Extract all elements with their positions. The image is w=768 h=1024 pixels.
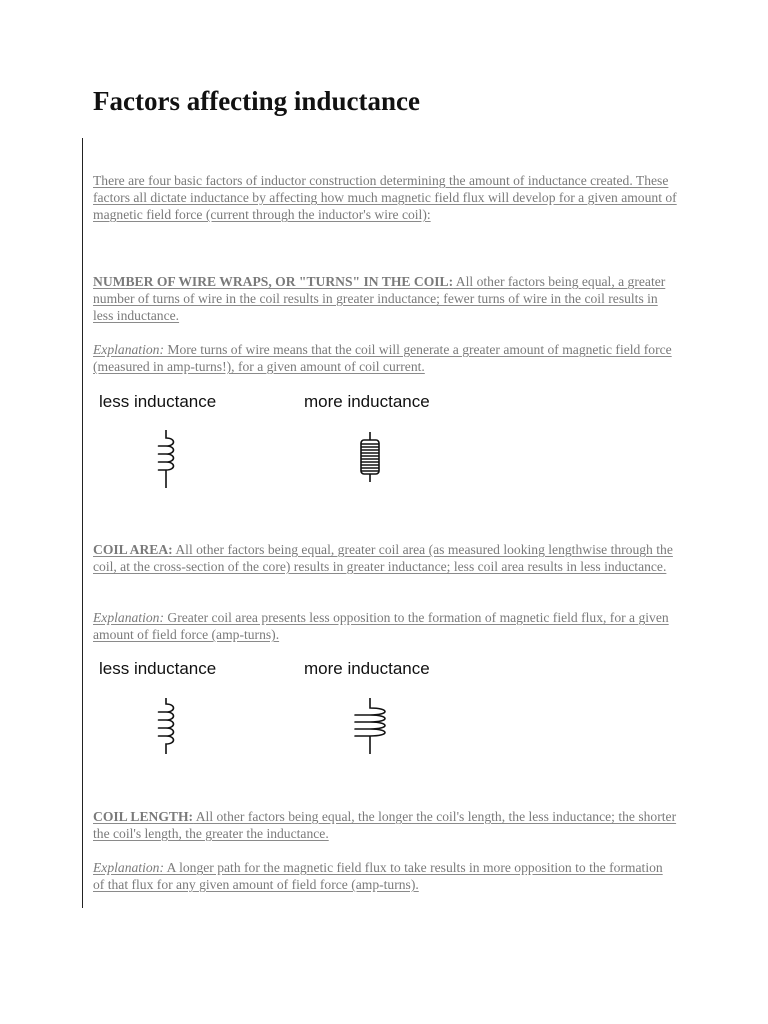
length-paragraph xyxy=(93,808,677,842)
wide-coil-icon xyxy=(348,698,392,754)
length-explanation-text: A longer path for the magnetic field flux to take results in more opposition to the formation of that flux for any given amount of field force (amp-turns). xyxy=(93,860,663,892)
area-explanation-label: Explanation: xyxy=(93,610,164,625)
turns-less-label: less inductance xyxy=(99,392,217,411)
intro-paragraph: There are four basic factors of inductor construction determining the amount of inductance created. These factors all dictate inductance by affecting how much magnetic field flux will develop for a given amount of magnetic field force (current through the inductor's wire coil): xyxy=(93,173,677,222)
turns-explanation-text: More turns of wire means that the coil will generate a greater amount of magnetic field force (measured in amp-turns!), for a given amount of coil current. xyxy=(93,342,672,374)
sparse-coil-icon xyxy=(154,430,178,488)
area-less-label: less inductance xyxy=(99,659,217,678)
area-body: All other factors being equal, greater coil area (as measured looking lengthwise through the coil, at the cross-section of the core) results in greater inductance; less coil area results in less inductance. xyxy=(93,542,673,574)
dense-coil-icon xyxy=(357,432,383,482)
turns-explanation xyxy=(93,341,677,375)
turns-explanation-label: Explanation: xyxy=(93,342,164,357)
margin-rule xyxy=(82,138,83,908)
narrow-coil-icon xyxy=(154,698,178,754)
length-heading: COIL LENGTH: xyxy=(93,809,194,824)
area-heading: COIL AREA: xyxy=(93,542,173,557)
turns-more-label: more inductance xyxy=(304,392,430,411)
area-more-label: more inductance xyxy=(304,659,430,678)
area-explanation xyxy=(93,609,677,643)
turns-paragraph xyxy=(93,273,677,324)
turns-heading: NUMBER OF WIRE WRAPS, OR "TURNS" IN THE COIL: xyxy=(93,274,454,289)
turns-body: All other factors being equal, a greater number of turns of wire in the coil results in greater inductance; fewer turns of wire in the coil results in less inductance. xyxy=(93,274,666,323)
length-body: All other factors being equal, the longer the coil's length, the less inductance; the shorter the coil's length, the greater the inductance. xyxy=(93,809,677,841)
page-title: Factors affecting inductance xyxy=(93,86,420,116)
length-explanation-label: Explanation: xyxy=(93,860,164,875)
area-paragraph xyxy=(93,541,677,575)
length-explanation xyxy=(93,859,677,893)
area-explanation-text: Greater coil area presents less opposition to the formation of magnetic field flux, for a given amount of field force (amp-turns). xyxy=(93,610,669,642)
